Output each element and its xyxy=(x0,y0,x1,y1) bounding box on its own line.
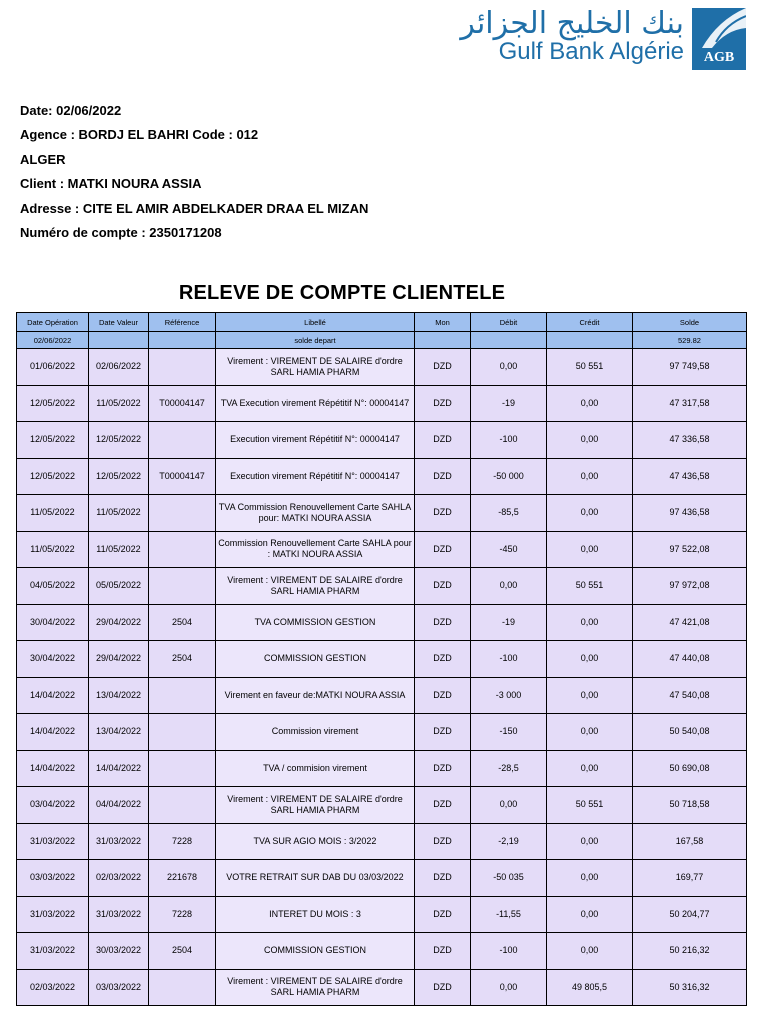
table-row xyxy=(17,823,747,860)
cell-date-valeur: 02/06/2022 xyxy=(89,349,149,386)
cell-date-valeur: 11/05/2022 xyxy=(89,531,149,568)
cell-debit: -150 xyxy=(471,714,547,751)
opening-label: solde depart xyxy=(216,332,415,349)
cell-solde: 97 749,58 xyxy=(633,349,747,386)
cell-libelle: TVA SUR AGIO MOIS : 3/2022 xyxy=(216,823,415,860)
table-row xyxy=(17,641,747,678)
cell-date-valeur: 30/03/2022 xyxy=(89,933,149,970)
cell-debit: 0,00 xyxy=(471,349,547,386)
cell-libelle: TVA Commission Renouvellement Carte SAHLA pour: MATKI NOURA ASSIA xyxy=(216,495,415,532)
cell-reference xyxy=(149,750,216,787)
cell-solde: 169,77 xyxy=(633,860,747,897)
opening-balance: 529.82 xyxy=(633,332,747,349)
cell-solde: 50 204,77 xyxy=(633,896,747,933)
page-title: RELEVE DE COMPTE CLIENTELE xyxy=(178,282,506,304)
cell-monnaie: DZD xyxy=(415,641,471,678)
cell-debit: -50 035 xyxy=(471,860,547,897)
table-row xyxy=(17,787,747,824)
cell-date-valeur: 29/04/2022 xyxy=(89,641,149,678)
cell-credit: 0,00 xyxy=(547,385,633,422)
cell-reference xyxy=(149,568,216,605)
account-number: Numéro de compte : 2350171208 xyxy=(20,224,222,240)
cell-date-valeur: 14/04/2022 xyxy=(89,750,149,787)
statement-table xyxy=(16,312,747,1006)
cell-libelle: COMMISSION GESTION xyxy=(216,641,415,678)
cell-libelle: INTERET DU MOIS : 3 xyxy=(216,896,415,933)
cell-reference: 221678 xyxy=(149,860,216,897)
cell-credit: 0,00 xyxy=(547,641,633,678)
cell-date-valeur: 31/03/2022 xyxy=(89,896,149,933)
city: ALGER xyxy=(20,151,66,167)
cell-credit: 0,00 xyxy=(547,531,633,568)
cell-libelle: Commission virement xyxy=(216,714,415,751)
cell-solde: 47 436,58 xyxy=(633,458,747,495)
cell-date-operation: 14/04/2022 xyxy=(17,714,89,751)
cell-debit: 0,00 xyxy=(471,969,547,1006)
table-row xyxy=(17,714,747,751)
table-row xyxy=(17,349,747,386)
cell-reference: T00004147 xyxy=(149,385,216,422)
cell-solde: 50 540,08 xyxy=(633,714,747,751)
cell-debit: 0,00 xyxy=(471,568,547,605)
cell-libelle: Execution virement Répétitif N°: 00004147 xyxy=(216,458,415,495)
table-row xyxy=(17,750,747,787)
cell-credit: 50 551 xyxy=(547,568,633,605)
cell-date-operation: 12/05/2022 xyxy=(17,385,89,422)
cell-date-valeur: 11/05/2022 xyxy=(89,385,149,422)
cell-monnaie: DZD xyxy=(415,422,471,459)
cell-monnaie: DZD xyxy=(415,458,471,495)
cell-solde: 50 316,32 xyxy=(633,969,747,1006)
cell-credit: 0,00 xyxy=(547,422,633,459)
cell-monnaie: DZD xyxy=(415,860,471,897)
cell-debit: -28,5 xyxy=(471,750,547,787)
cell-date-valeur: 13/04/2022 xyxy=(89,677,149,714)
cell-credit: 50 551 xyxy=(547,349,633,386)
table-row xyxy=(17,422,747,459)
table-row xyxy=(17,568,747,605)
bank-name-arabic: بنك الخليج الجزائر xyxy=(460,6,684,41)
table-row xyxy=(17,860,747,897)
cell-date-valeur: 03/03/2022 xyxy=(89,969,149,1006)
cell-credit: 0,00 xyxy=(547,823,633,860)
cell-reference xyxy=(149,677,216,714)
cell-date-valeur: 31/03/2022 xyxy=(89,823,149,860)
bank-name-french: Gulf Bank Algérie xyxy=(498,38,684,65)
cell-solde: 50 718,58 xyxy=(633,787,747,824)
cell-date-operation: 14/04/2022 xyxy=(17,677,89,714)
cell-date-valeur: 05/05/2022 xyxy=(89,568,149,605)
cell-libelle: Commission Renouvellement Carte SAHLA pour : MATKI NOURA ASSIA xyxy=(216,531,415,568)
cell-debit: -3 000 xyxy=(471,677,547,714)
cell-date-valeur: 12/05/2022 xyxy=(89,422,149,459)
cell-date-operation: 12/05/2022 xyxy=(17,422,89,459)
cell-solde: 167,58 xyxy=(633,823,747,860)
cell-debit: -19 xyxy=(471,385,547,422)
agb-logo-text: AGB xyxy=(703,50,735,65)
cell-date-operation: 31/03/2022 xyxy=(17,933,89,970)
table-row xyxy=(17,495,747,532)
cell-solde: 47 540,08 xyxy=(633,677,747,714)
cell-libelle: TVA Execution virement Répétitif N°: 00004147 xyxy=(216,385,415,422)
cell-solde: 47 421,08 xyxy=(633,604,747,641)
cell-date-operation: 01/06/2022 xyxy=(17,349,89,386)
cell-date-valeur: 12/05/2022 xyxy=(89,458,149,495)
cell-solde: 97 522,08 xyxy=(633,531,747,568)
cell-monnaie: DZD xyxy=(415,787,471,824)
cell-libelle: TVA COMMISSION GESTION xyxy=(216,604,415,641)
table-row xyxy=(17,896,747,933)
cell-credit: 0,00 xyxy=(547,896,633,933)
opening-balance-row xyxy=(17,332,747,349)
transactions xyxy=(17,349,747,1006)
cell-monnaie: DZD xyxy=(415,568,471,605)
cell-libelle: Execution virement Répétitif N°: 00004147 xyxy=(216,422,415,459)
cell-reference xyxy=(149,495,216,532)
cell-libelle: VOTRE RETRAIT SUR DAB DU 03/03/2022 xyxy=(216,860,415,897)
cell-solde: 47 317,58 xyxy=(633,385,747,422)
table-row xyxy=(17,677,747,714)
col-reference: Référence xyxy=(149,313,216,332)
cell-monnaie: DZD xyxy=(415,385,471,422)
cell-debit: -85,5 xyxy=(471,495,547,532)
cell-date-operation: 03/03/2022 xyxy=(17,860,89,897)
table-row xyxy=(17,604,747,641)
cell-monnaie: DZD xyxy=(415,896,471,933)
table-row xyxy=(17,933,747,970)
cell-solde: 97 972,08 xyxy=(633,568,747,605)
opening-date: 02/06/2022 xyxy=(17,332,89,349)
cell-date-operation: 31/03/2022 xyxy=(17,823,89,860)
cell-reference: 7228 xyxy=(149,823,216,860)
cell-credit: 49 805,5 xyxy=(547,969,633,1006)
cell-reference xyxy=(149,349,216,386)
agb-logo-mark xyxy=(692,8,746,70)
cell-date-operation: 30/04/2022 xyxy=(17,604,89,641)
cell-date-valeur: 11/05/2022 xyxy=(89,495,149,532)
cell-credit: 0,00 xyxy=(547,714,633,751)
cell-monnaie: DZD xyxy=(415,495,471,532)
cell-date-operation: 31/03/2022 xyxy=(17,896,89,933)
cell-date-operation: 14/04/2022 xyxy=(17,750,89,787)
cell-monnaie: DZD xyxy=(415,823,471,860)
cell-credit: 0,00 xyxy=(547,458,633,495)
cell-credit: 50 551 xyxy=(547,787,633,824)
cell-date-operation: 03/04/2022 xyxy=(17,787,89,824)
client-address: Adresse : CITE EL AMIR ABDELKADER DRAA EL MIZAN xyxy=(20,200,369,216)
agency: Agence : BORDJ EL BAHRI Code : 012 xyxy=(20,127,259,143)
cell-date-valeur: 13/04/2022 xyxy=(89,714,149,751)
cell-date-valeur: 02/03/2022 xyxy=(89,860,149,897)
cell-reference: 2504 xyxy=(149,641,216,678)
table-header-row xyxy=(17,313,747,332)
cell-debit: -2,19 xyxy=(471,823,547,860)
cell-reference xyxy=(149,787,216,824)
col-date-valeur: Date Valeur xyxy=(89,313,149,332)
cell-libelle: TVA / commision virement xyxy=(216,750,415,787)
cell-date-valeur: 29/04/2022 xyxy=(89,604,149,641)
cell-solde: 50 216,32 xyxy=(633,933,747,970)
cell-credit: 0,00 xyxy=(547,495,633,532)
cell-reference xyxy=(149,531,216,568)
col-solde: Solde xyxy=(633,313,747,332)
cell-debit: -19 xyxy=(471,604,547,641)
cell-solde: 47 336,58 xyxy=(633,422,747,459)
cell-solde: 97 436,58 xyxy=(633,495,747,532)
cell-date-operation: 02/03/2022 xyxy=(17,969,89,1006)
cell-credit: 0,00 xyxy=(547,933,633,970)
cell-monnaie: DZD xyxy=(415,933,471,970)
client-name: Client : MATKI NOURA ASSIA xyxy=(20,176,202,192)
cell-debit: -11,55 xyxy=(471,896,547,933)
cell-reference: 2504 xyxy=(149,933,216,970)
cell-reference: T00004147 xyxy=(149,458,216,495)
cell-solde: 47 440,08 xyxy=(633,641,747,678)
table-row xyxy=(17,385,747,422)
col-libelle: Libellé xyxy=(216,313,415,332)
cell-debit: -450 xyxy=(471,531,547,568)
cell-reference: 2504 xyxy=(149,604,216,641)
account-info xyxy=(20,102,368,248)
cell-libelle: Virement : VIREMENT DE SALAIRE d'ordre SARL HAMIA PHARM xyxy=(216,787,415,824)
cell-date-operation: 11/05/2022 xyxy=(17,531,89,568)
cell-date-operation: 11/05/2022 xyxy=(17,495,89,532)
col-credit: Crédit xyxy=(547,313,633,332)
cell-monnaie: DZD xyxy=(415,349,471,386)
cell-reference: 7228 xyxy=(149,896,216,933)
cell-reference xyxy=(149,969,216,1006)
cell-monnaie: DZD xyxy=(415,714,471,751)
cell-libelle: Virement en faveur de:MATKI NOURA ASSIA xyxy=(216,677,415,714)
cell-monnaie: DZD xyxy=(415,750,471,787)
cell-date-valeur: 04/04/2022 xyxy=(89,787,149,824)
cell-reference xyxy=(149,422,216,459)
cell-date-operation: 04/05/2022 xyxy=(17,568,89,605)
bank-logo xyxy=(386,4,746,70)
cell-monnaie: DZD xyxy=(415,677,471,714)
table-row xyxy=(17,531,747,568)
cell-credit: 0,00 xyxy=(547,860,633,897)
cell-debit: -100 xyxy=(471,422,547,459)
col-monnaie: Mon xyxy=(415,313,471,332)
cell-libelle: Virement : VIREMENT DE SALAIRE d'ordre SARL HAMIA PHARM xyxy=(216,349,415,386)
cell-libelle: COMMISSION GESTION xyxy=(216,933,415,970)
cell-libelle: Virement : VIREMENT DE SALAIRE d'ordre SARL HAMIA PHARM xyxy=(216,969,415,1006)
cell-debit: -100 xyxy=(471,933,547,970)
cell-libelle: Virement : VIREMENT DE SALAIRE d'ordre SARL HAMIA PHARM xyxy=(216,568,415,605)
cell-debit: -100 xyxy=(471,641,547,678)
cell-monnaie: DZD xyxy=(415,604,471,641)
cell-credit: 0,00 xyxy=(547,750,633,787)
cell-date-operation: 12/05/2022 xyxy=(17,458,89,495)
cell-debit: 0,00 xyxy=(471,787,547,824)
col-date-operation: Date Opération xyxy=(17,313,89,332)
statement-date: Date: 02/06/2022 xyxy=(20,103,122,118)
cell-monnaie: DZD xyxy=(415,969,471,1006)
col-debit: Débit xyxy=(471,313,547,332)
cell-credit: 0,00 xyxy=(547,604,633,641)
cell-solde: 50 690,08 xyxy=(633,750,747,787)
table-row xyxy=(17,458,747,495)
cell-monnaie: DZD xyxy=(415,531,471,568)
cell-debit: -50 000 xyxy=(471,458,547,495)
table-row xyxy=(17,969,747,1006)
cell-credit: 0,00 xyxy=(547,677,633,714)
cell-date-operation: 30/04/2022 xyxy=(17,641,89,678)
cell-reference xyxy=(149,714,216,751)
